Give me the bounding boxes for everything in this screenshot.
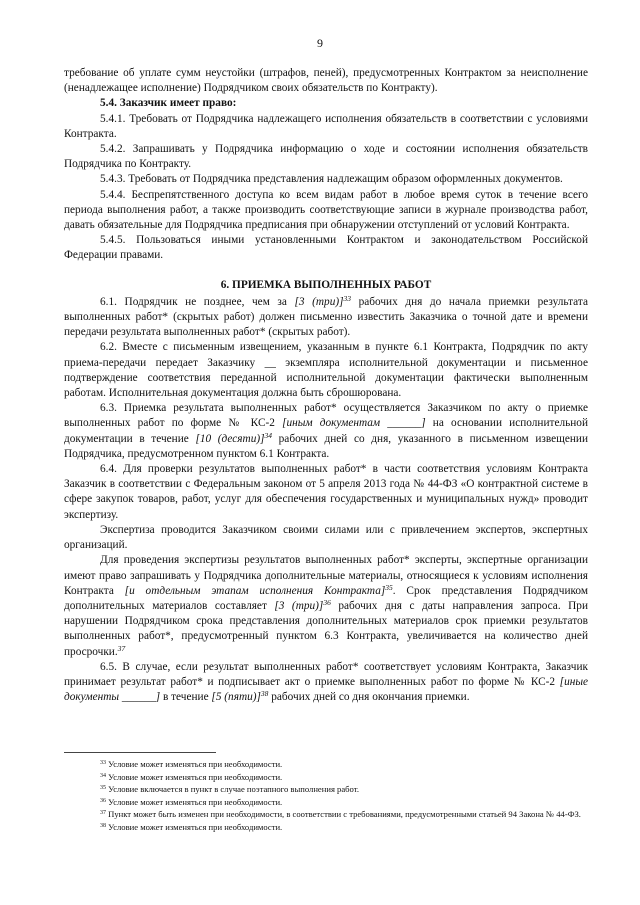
clause-5-4-5: 5.4.5. Пользоваться иными установленными Контрактом и законодательством Российской Федерации правами. <box>64 234 588 262</box>
footnotes <box>64 758 588 834</box>
clause-5-4-4: 5.4.4. Беспрепятственного доступа ко всем видам работ в любое время суток в течение всего периода выполнения работ, а также производить соответствующие записи в журнале производства работ, давать обязательные для Подрядчика предписания при обнаружении отступлений от условий Контракта. <box>64 188 588 232</box>
footnote-separator <box>64 752 216 753</box>
footnote-ref: 36 <box>323 597 331 607</box>
footnote-37: $^{37}$ Пункт может быть изменен при необходимости, в соответствии с требованиями, предусмотренными статьей 94 Закона № 44-ФЗ. <box>100 809 581 820</box>
section-6-title: 6. ПРИЕМКА ВЫПОЛНЕННЫХ РАБОТ <box>220 278 432 291</box>
paragraph-continuation: требование об уплате сумм неустойки (штрафов, пеней), предусмотренных Контрактом за неисполнение (ненадлежащее исполнение) Подрядчиком своих обязательств по Контракту). <box>64 67 588 95</box>
clause-6-4: 6.4. Для проверки результатов выполненных работ* в части соответствия условиям Контракта Заказчик в соответствии с Федеральным законом от 5 апреля 2013 года № 44-ФЗ «О контрактной системе в сфере закупок товаров, работ, услуг для обеспечения государственных и муниципальных нужд» проводит экспертизу. <box>64 463 588 521</box>
footnote-35: $^{35}$ Условие включается в пункт в случае поэтапного выполнения работ. <box>100 784 359 795</box>
expertise-requests-paragraph: Для проведения экспертизы результатов выполненных работ* эксперты, экспертные организации имеют право запрашивать у Подрядчика дополнительные материалы, относящиеся к условиям исполнения Контракта [и отдельным этапам исполнения Контракта]$^{35}$. Срок представления Подрядчиком дополнительных материалов составляет [3 (три)]$^{36}$ рабочих дня с даты направления запроса. При нарушении Подрядчиком срока представления дополнительных материалов срок приемки результатов выполненных работ*, предусмотренный пунктом 6.3 Контракта, увеличивается на количество дней просрочки.$^{37}$ <box>64 554 589 658</box>
footnote-ref: 34 <box>264 430 272 440</box>
document-body <box>64 66 588 705</box>
footnote-36: $^{36}$ Условие может изменяться при необходимости. <box>100 796 283 807</box>
clause-6-3: 6.3. Приемка результата выполненных работ* осуществляется Заказчиком по акту о приемке выполненных работ по форме № КС-2 [иным документам ______] на основании исполнительной документации в течение [10 (десяти)]$^{34}$ рабочих дней со дня, указанного в письменном извещении Подрядчика, предусмотренном пунктом 6.1 Контракта. <box>64 402 588 460</box>
clause-6-1: 6.1. Подрядчик не позднее, чем за [3 (три)]$^{33}$ рабочих дня до начала приемки результата выполненных работ* (скрытых работ) должен письменно известить Заказчика о точной дате и времени передачи результата выполненных работ* (скрытых работ). <box>64 293 588 339</box>
clause-5-4-1: 5.4.1. Требовать от Подрядчика надлежащего исполнения обязательств в соответствии с условиями Контракта. <box>64 112 588 140</box>
page-number: 9 <box>317 36 323 50</box>
footnote-33: $^{33}$ Условие может изменяться при необходимости. <box>100 759 283 769</box>
clause-6-2: 6.2. Вместе с письменным извещением, указанным в пункте 6.1 Контракта, Подрядчик по акту приема-передачи передает Заказчику __ экземпляра исполнительной документации и письменное подтверждение соответствия переданной исполнительной документации фактически выполненным работам. Исполнительная документация должна быть сброшюрована. <box>64 341 588 400</box>
clause-6-5: 6.5. В случае, если результат выполненных работ* соответствует условиям Контракта, Заказчик принимает результат работ* и подписывает акт о приемке выполненных работ по форме № КС-2 [иные документы ______] в течение [5 (пяти)]$^{38}$ рабочих дней со дня окончания приемки. <box>64 660 588 704</box>
footnote-ref: 38 <box>260 689 269 699</box>
footnote-38: $^{38}$ Условие может изменяться при необходимости. <box>100 821 283 832</box>
clause-5-4-2: 5.4.2. Запрашивать у Подрядчика информацию о ходе и состоянии исполнения обязательств Подрядчика по Контракту. <box>64 143 588 171</box>
clause-5-4-heading: 5.4. Заказчик имеет право: <box>100 97 237 110</box>
clause-5-4-3: 5.4.3. Требовать от Подрядчика представления надлежащим образом оформленных документов. <box>100 173 563 186</box>
footnote-34: $^{34}$ Условие может изменяться при необходимости. <box>100 771 283 782</box>
footnote-ref: 37 <box>117 643 126 653</box>
footnote-ref: 35 <box>385 582 393 592</box>
expertise-paragraph: Экспертиза проводится Заказчиком своими силами или с привлечением экспертов, экспертных организаций. <box>64 523 588 552</box>
footnote-ref: 33 <box>343 293 352 303</box>
